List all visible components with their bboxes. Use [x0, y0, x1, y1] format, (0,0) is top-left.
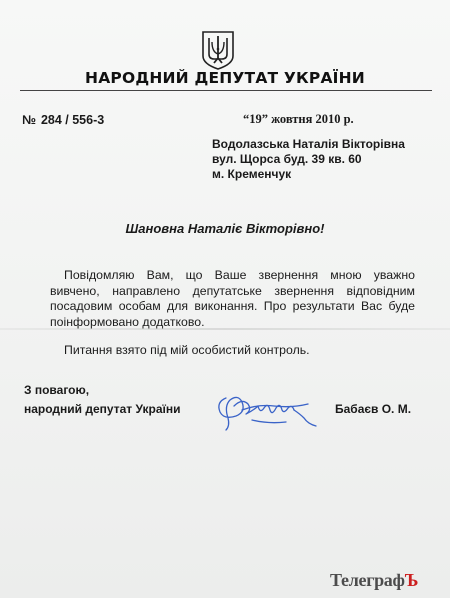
addressee-street: вул. Щорса буд. 39 кв. 60: [212, 152, 362, 166]
header-divider: [20, 90, 432, 91]
control-statement: Питання взято під мій особистий контроль.: [64, 343, 310, 357]
watermark-main-text: Телеграф: [330, 570, 405, 590]
outgoing-number: 284 / 556-3: [40, 113, 105, 127]
handwritten-signature: [212, 388, 320, 434]
addressee-name: Водолазська Наталія Вікторівна: [212, 137, 405, 151]
signer-name: Бабаєв О. М.: [335, 402, 412, 416]
signer-position: народний депутат України: [24, 402, 181, 416]
closing-regards: З повагою,: [24, 383, 90, 397]
letterhead-title: НАРОДНИЙ ДЕПУТАТ УКРАЇНИ: [85, 69, 365, 87]
salutation: Шановна Наталіє Вікторівно!: [125, 221, 325, 236]
addressee-city: м. Кременчук: [212, 167, 292, 181]
letter-date: “19” жовтня 2010 р.: [243, 112, 354, 126]
number-sign: №: [22, 113, 36, 127]
body-paragraph: Повідомляю Вам, що Ваше звернення мною уважно вивчено, направлено депутатське звернення відповідним посадовим особам для виконання. Про результати Вас буде поінформовано додатково.: [50, 268, 415, 329]
telegraf-watermark-logo: [330, 570, 418, 591]
trident-coat-of-arms-icon: [201, 30, 235, 70]
letter-body: [50, 268, 415, 330]
watermark-accent-letter: Ъ: [404, 570, 419, 590]
addressee-block: [212, 137, 405, 182]
reference-number: [22, 113, 109, 127]
